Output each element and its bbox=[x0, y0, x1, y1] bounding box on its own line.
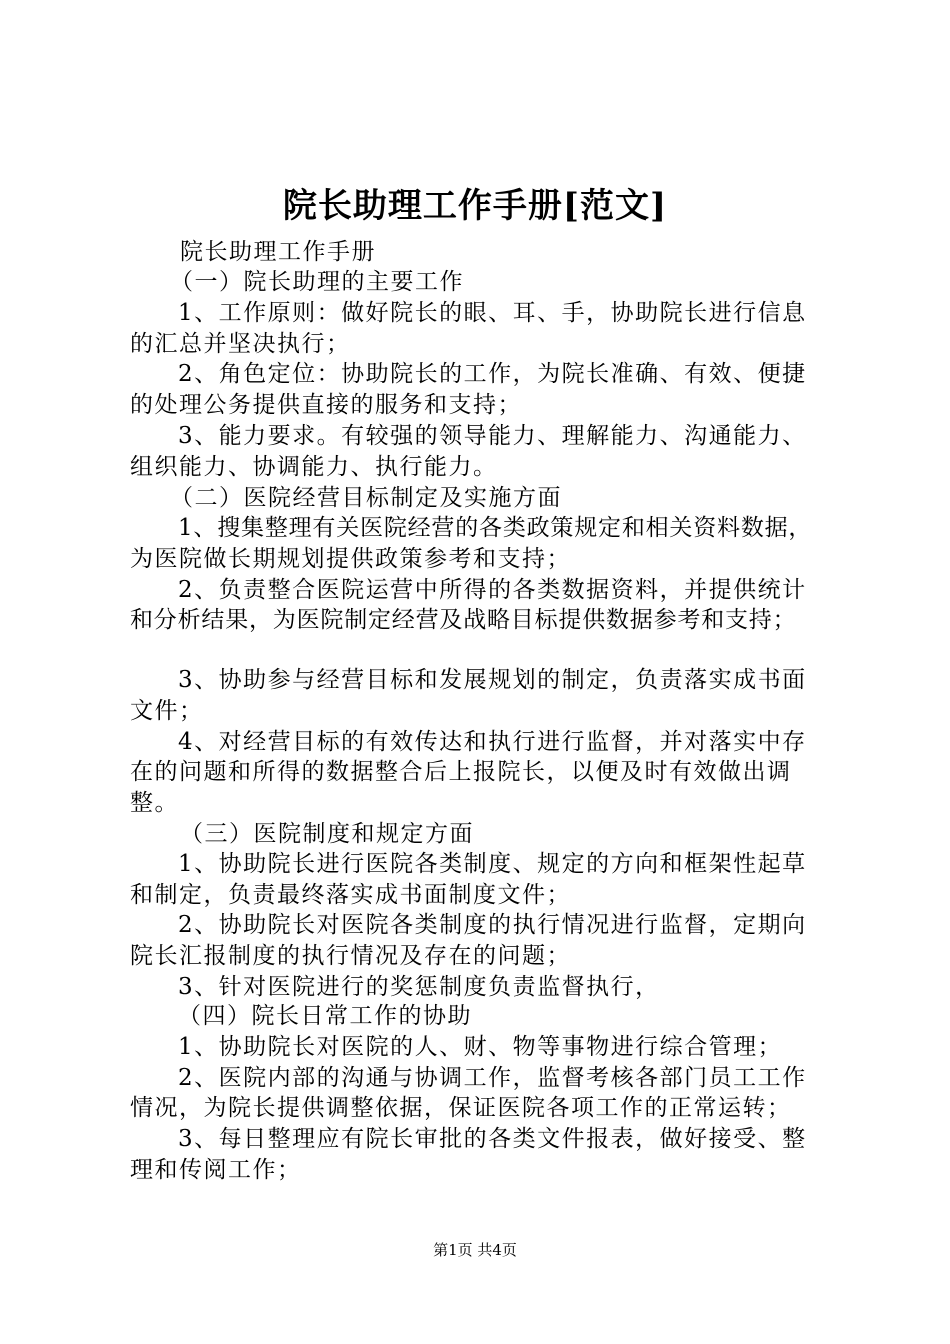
paragraph-line: 文件； bbox=[130, 698, 204, 724]
paragraph-line: 1、协助院长进行医院各类制度、规定的方向和框架性起草 bbox=[178, 851, 807, 877]
paragraph-line: 情况，为院长提供调整依据，保证医院各项工作的正常运转； bbox=[130, 1095, 792, 1121]
paragraph-line: 3、每日整理应有院长审批的各类文件报表，做好接受、整 bbox=[178, 1126, 807, 1152]
paragraph-line: 院长助理工作手册 bbox=[180, 239, 376, 265]
paragraph-line: 在的问题和所得的数据整合后上报院长，以便及时有效做出调 bbox=[130, 759, 792, 785]
paragraph-line: 2、协助院长对医院各类制度的执行情况进行监督，定期向 bbox=[178, 912, 807, 938]
paragraph-line: 2、负责整合医院运营中所得的各类数据资料，并提供统计 bbox=[178, 577, 807, 603]
paragraph-line: 1、协助院长对医院的人、财、物等事物进行综合管理； bbox=[178, 1034, 783, 1060]
page-number-footer: 第1页 共4页 bbox=[433, 1241, 517, 1259]
paragraph-line: 3、协助参与经营目标和发展规划的制定，负责落实成书面 bbox=[178, 667, 807, 693]
section-heading: （四）院长日常工作的协助 bbox=[178, 1003, 472, 1029]
section-heading: （三）医院制度和规定方面 bbox=[180, 821, 474, 847]
paragraph-line: 2、医院内部的沟通与协调工作，监督考核各部门员工工作 bbox=[178, 1065, 807, 1091]
paragraph-line: 整。 bbox=[130, 790, 179, 816]
paragraph-line: 组织能力、协调能力、执行能力。 bbox=[130, 454, 498, 480]
paragraph-line: 3、针对医院进行的奖惩制度负责监督执行， bbox=[178, 974, 660, 1000]
paragraph-line: 的汇总并坚决执行； bbox=[130, 331, 351, 357]
section-heading: （二）医院经营目标制定及实施方面 bbox=[170, 485, 562, 511]
document-title: 院长助理工作手册[范文] bbox=[282, 186, 668, 226]
paragraph-line: 2、角色定位：协助院长的工作，为院长准确、有效、便捷 bbox=[178, 361, 807, 387]
section-heading: （一）院长助理的主要工作 bbox=[170, 269, 464, 295]
paragraph-line: 3、能力要求。有较强的领导能力、理解能力、沟通能力、 bbox=[178, 423, 807, 449]
paragraph-line: 为医院做长期规划提供政策参考和支持； bbox=[130, 546, 571, 572]
paragraph-line: 4、对经营目标的有效传达和执行进行监督，并对落实中存 bbox=[178, 729, 807, 755]
paragraph-line: 理和传阅工作； bbox=[130, 1157, 302, 1183]
paragraph-line: 1、搜集整理有关医院经营的各类政策规定和相关资料数据， bbox=[178, 515, 813, 541]
paragraph-line: 的处理公务提供直接的服务和支持； bbox=[130, 392, 522, 418]
paragraph-line: 院长汇报制度的执行情况及存在的问题； bbox=[130, 943, 571, 969]
paragraph-line: 1、工作原则：做好院长的眼、耳、手，协助院长进行信息 bbox=[178, 300, 807, 326]
paragraph-line: 和制定，负责最终落实成书面制度文件； bbox=[130, 882, 571, 908]
paragraph-line: 和分析结果，为医院制定经营及战略目标提供数据参考和支持； bbox=[130, 607, 797, 633]
